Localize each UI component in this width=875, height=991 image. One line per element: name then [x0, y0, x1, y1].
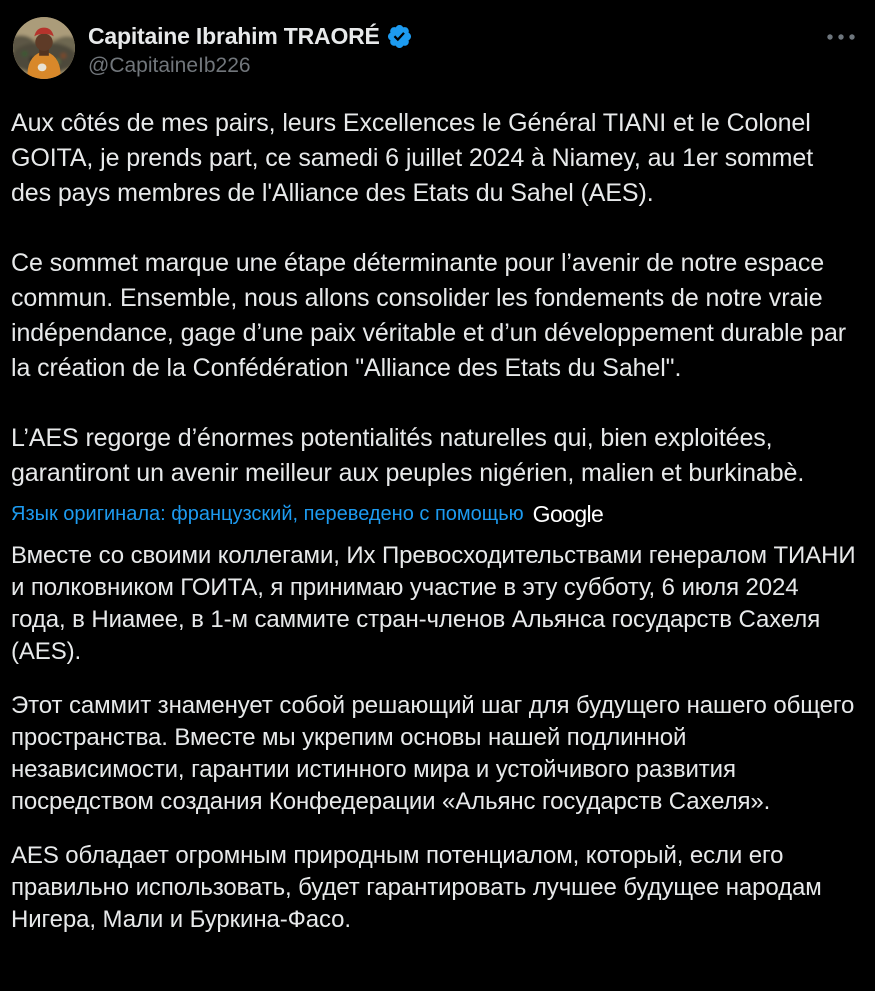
- translated-paragraph-1: Вместе со своими коллегами, Их Превосходительствами генералом ТИАНИ и полковником ГОИТА, я принимаю участие в эту субботу, 6 июля 2024 года, в Ниамее, в 1-м саммите стран-членов Альянса государств Сахеля (AES).: [11, 542, 863, 665]
- user-handle[interactable]: @CapitaineIb226: [88, 54, 251, 77]
- more-horizontal-icon: [825, 32, 857, 42]
- original-paragraph-1: Aux côtés de mes pairs, leurs Excellences le Général TIANI et le Colonel GOITA, je prends part, ce samedi 6 juillet 2024 à Niamey, au 1er sommet des pays membres de l'Alliance des Etats du Sahel (AES).: [11, 109, 820, 207]
- display-name[interactable]: Capitaine Ibrahim TRAORÉ: [88, 23, 380, 49]
- more-menu-button[interactable]: [817, 17, 859, 47]
- tweet-text-original: [11, 106, 859, 491]
- google-logo: Google: [532, 501, 604, 527]
- avatar[interactable]: [13, 17, 75, 79]
- display-name-row: [88, 22, 817, 50]
- translated-paragraph-3: AES обладает огромным природным потенциалом, который, если его правильно использовать, будет гарантировать лучшее будущее народам Нигера, Мали и Буркина-Фасо.: [11, 842, 829, 933]
- original-paragraph-2: Ce sommet marque une étape déterminante pour l’avenir de notre espace commun. Ensemble, nous allons consolider les fondements de notre vraie indépendance, gage d’une paix véritable et d’un développement durable par la création de la Confédération "Alliance des Etats du Sahel".: [11, 249, 853, 382]
- tweet-header: [0, 0, 875, 79]
- profile-photo-illustration: [13, 17, 75, 79]
- translation-notice[interactable]: [11, 501, 859, 527]
- author-names: [88, 17, 817, 79]
- verified-badge-icon[interactable]: [386, 23, 413, 50]
- translated-paragraph-2: Этот саммит знаменует собой решающий шаг для будущего нашего общего пространства. Вместе мы укрепим основы нашей подлинной независимости, гарантии истинного мира и устойчивого развития посредством создания Конфедерации «Альянс государств Сахеля».: [11, 692, 861, 815]
- tweet-body: [0, 79, 875, 936]
- original-paragraph-3: L’AES regorge d’énormes potentialités naturelles qui, bien exploitées, garantiront un avenir meilleur aux peuples nigérien, malien et burkinabè.: [11, 424, 805, 487]
- tweet-text-translated: [11, 540, 863, 936]
- translation-notice-text: Язык оригинала: французский, переведено с помощью: [11, 503, 524, 525]
